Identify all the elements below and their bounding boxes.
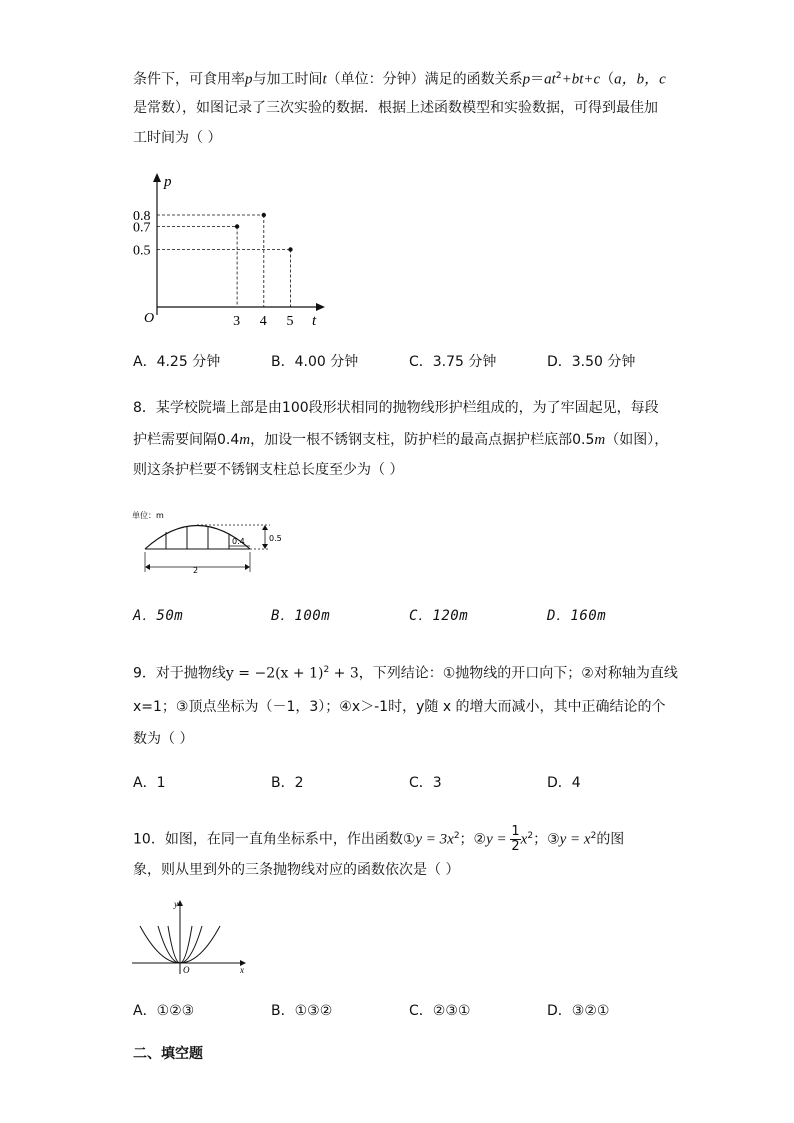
q7-text: （单位：分钟）满足的函数关系	[326, 71, 523, 88]
y-tick-label: 0.8	[133, 209, 151, 224]
y-tick-label: 0.7	[133, 220, 151, 236]
frac-num: 1	[511, 824, 520, 840]
q9-text: ，下列结论：①抛物线的开口向下；②对称轴为直线	[358, 665, 678, 682]
q7-line1	[133, 66, 666, 90]
formula-rhs: at	[544, 71, 556, 88]
arrow-head	[262, 544, 268, 549]
q8-text: 护栏需要间隔	[133, 432, 217, 448]
frac-den: 2	[511, 839, 520, 855]
q7-graph	[130, 170, 340, 330]
data-point	[235, 224, 239, 228]
var-p: p	[245, 71, 253, 88]
q9-formula-sup: 2	[323, 665, 330, 675]
q9-option-d[interactable]: D．4	[547, 775, 581, 791]
x-tick-label: 5	[286, 314, 294, 329]
q8-text: （如图），	[605, 432, 669, 448]
var-t: t	[322, 71, 327, 88]
q8-option-b[interactable]: B．100m	[271, 608, 331, 624]
q9-line1	[133, 660, 678, 684]
q9-line3: 数为（ ）	[133, 731, 194, 747]
data-point	[262, 213, 266, 217]
q10-text: ；②	[459, 831, 487, 848]
q7-text: （	[600, 71, 615, 88]
q9-option-a[interactable]: A．1	[133, 775, 166, 791]
q8-line3: 则这条护栏要不锈钢支柱总长度至少为（ ）	[133, 462, 404, 478]
q8-option-c[interactable]: C．120m	[409, 608, 469, 624]
q10-option-a[interactable]: A．①②③	[133, 1003, 195, 1019]
arrow-head	[145, 564, 150, 570]
q10-text: ；③	[533, 831, 560, 848]
q10-text: 的图	[596, 831, 625, 848]
q7-option-b[interactable]: B．4.00 分钟	[271, 354, 359, 370]
q8-option-a[interactable]: A．50m	[133, 608, 184, 624]
q10-option-c[interactable]: C．②③①	[409, 1003, 471, 1019]
origin-label: O	[144, 311, 155, 326]
formula-lhs: p	[522, 71, 531, 88]
arrow-head	[245, 564, 250, 570]
q10-sup: 2	[527, 831, 534, 841]
formula-rest: +bt+c	[561, 71, 601, 88]
section-heading: 二、填空题	[133, 1046, 203, 1062]
q8-figure	[130, 508, 290, 578]
q7-text: 条件下，可食用率	[133, 71, 245, 88]
q7-option-d[interactable]: D．3.50 分钟	[547, 354, 636, 370]
q10-f2-lhs: y =	[486, 831, 511, 848]
q10-sup: 2	[590, 831, 597, 841]
formula-sup: 2	[555, 71, 562, 81]
q9-formula-tail: + 3	[329, 665, 359, 682]
q9-formula: y = −2(x + 1)	[225, 665, 324, 682]
q7-line3: 工时间为（ ）	[133, 130, 222, 146]
x-tick-label: 4	[259, 314, 267, 329]
y-axis-arrow	[153, 173, 161, 182]
q9-option-c[interactable]: C．3	[409, 775, 442, 791]
q10-text: 10．如图，在同一直角坐标系中，作出函数①	[133, 831, 416, 848]
arrow-head	[262, 525, 268, 530]
q10-line2: 象，则从里到外的三条抛物线对应的函数依次是（ ）	[133, 862, 460, 878]
q10-sup: 2	[453, 831, 460, 841]
gap-label: 0.4	[232, 537, 245, 546]
x-axis-label: x	[240, 965, 244, 975]
formula-eq: ＝	[530, 71, 545, 88]
q8-option-d[interactable]: D．160m	[547, 608, 607, 624]
width-label: 2	[193, 566, 199, 575]
y-axis-label: y	[174, 899, 178, 909]
q10-option-b[interactable]: B．①③②	[271, 1003, 333, 1019]
height-label: 0.5	[269, 534, 282, 543]
q9-text: 9．对于抛物线	[133, 665, 226, 682]
q8-text: ，加设一根不锈钢支柱，防护栏的最高点据护栏底部	[250, 432, 573, 448]
q10-fraction	[510, 825, 520, 854]
q8-unit: m	[594, 432, 606, 448]
q8-line1: 8．某学校院墙上部是由100段形状相同的抛物线形护栏组成的，为了牢固起见，每段	[133, 400, 659, 416]
q7-consts: a，b，c	[614, 71, 666, 88]
x-axis-arrow	[316, 303, 325, 311]
q10-line1	[133, 822, 624, 854]
q8-value: 0.5	[572, 432, 595, 448]
q10-figure	[130, 898, 250, 978]
x-tick-label: 3	[233, 314, 241, 329]
data-point	[288, 247, 292, 251]
q10-f2-x: x	[520, 831, 528, 848]
y-tick-label: 0.5	[133, 243, 151, 259]
q10-f1: y = 3x	[415, 831, 454, 848]
unit-label: 单位：m	[132, 511, 164, 520]
q7-option-a[interactable]: A．4.25 分钟	[133, 354, 221, 370]
q8-line2	[133, 430, 668, 450]
q7-text: 与加工时间	[252, 71, 323, 88]
q10-f3: y = x	[559, 831, 591, 848]
q7-line2: 是常数），如图记录了三次实验的数据．根据上述函数模型和实验数据，可得到最佳加	[133, 100, 658, 116]
origin-label: O	[183, 965, 190, 975]
x-axis-label: t	[312, 313, 317, 329]
q9-line2: x=1；③顶点坐标为（－1，3）；④x＞-1时，y随 x 的增大而减小，其中正确结论的个	[133, 699, 666, 715]
q8-unit: m	[239, 432, 251, 448]
y-axis-label: p	[164, 174, 172, 190]
q8-value: 0.4	[217, 432, 240, 448]
q9-option-b[interactable]: B．2	[271, 775, 304, 791]
q10-option-d[interactable]: D．③②①	[547, 1003, 610, 1019]
q7-option-c[interactable]: C．3.75 分钟	[409, 354, 497, 370]
